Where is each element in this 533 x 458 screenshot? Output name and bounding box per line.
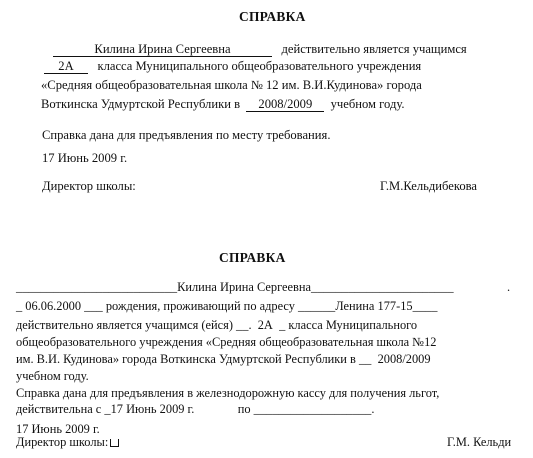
cert2-school-line: общеобразовательного учреждения «Средняя общеобразовательная школа №12 bbox=[16, 335, 437, 349]
class-field: 2А bbox=[44, 60, 88, 74]
cert2-director-name: Г.М. Кельди bbox=[447, 435, 512, 449]
student-name-field: Килина Ирина Сергеевна bbox=[53, 43, 272, 57]
cert2-purpose-line: Справка дана для предъявления в железнодорожную кассу для получения льгот, bbox=[16, 386, 440, 400]
school-line: «Средняя общеобразовательная школа № 12 им. В.И.Кудинова» города bbox=[41, 78, 422, 92]
director-label: Директор школы: bbox=[42, 179, 136, 193]
city-text: Воткинска Удмуртской Республики в bbox=[41, 97, 241, 111]
year-suffix: учебном году. bbox=[330, 97, 405, 111]
cert2-birth-line: _ 06.06.2000 ___ рождения, проживающий по адресу ______Ленина 177-15____ bbox=[16, 299, 438, 313]
placeholder-box-icon bbox=[110, 439, 119, 447]
purpose-text: Справка дана для предъявления по месту требования. bbox=[42, 128, 331, 142]
certificate-1-title: СПРАВКА bbox=[239, 9, 306, 24]
cert2-city-line: им. В.И. Кудинова» города Воткинска Удмуртской Республики в __ 2008/2009 bbox=[16, 352, 431, 366]
cert2-issue-date: 17 Июнь 2009 г. bbox=[16, 422, 100, 436]
certificate-1-line-2 bbox=[44, 59, 421, 74]
cert2-year-line: учебном году. bbox=[16, 369, 89, 383]
director-name: Г.М.Кельдибекова bbox=[380, 179, 478, 193]
cert2-name-dot: . bbox=[507, 280, 511, 294]
class-text: класса Муниципального общеобразовательного учреждения bbox=[97, 59, 422, 73]
certificate-2-title: СПРАВКА bbox=[219, 250, 286, 265]
school-year-field: 2008/2009 bbox=[246, 98, 324, 112]
cert2-valid-line: действительна с _17 Июнь 2009 г. по ___________________. bbox=[16, 402, 375, 416]
status-text: действительно является учащимся bbox=[281, 42, 467, 56]
cert2-director-row bbox=[16, 435, 119, 449]
certificate-1-line-1 bbox=[53, 42, 467, 57]
cert2-director-label: Директор школы: bbox=[16, 435, 109, 449]
certificate-1-line-4 bbox=[41, 97, 405, 112]
cert2-class-line: действительно является учащимся (ейся) __. 2А _ класса Муниципального bbox=[16, 318, 418, 332]
cert2-name-line: __________________________Килина Ирина Сергеевна_______________________ bbox=[16, 280, 454, 294]
issue-date: 17 Июнь 2009 г. bbox=[42, 151, 128, 165]
